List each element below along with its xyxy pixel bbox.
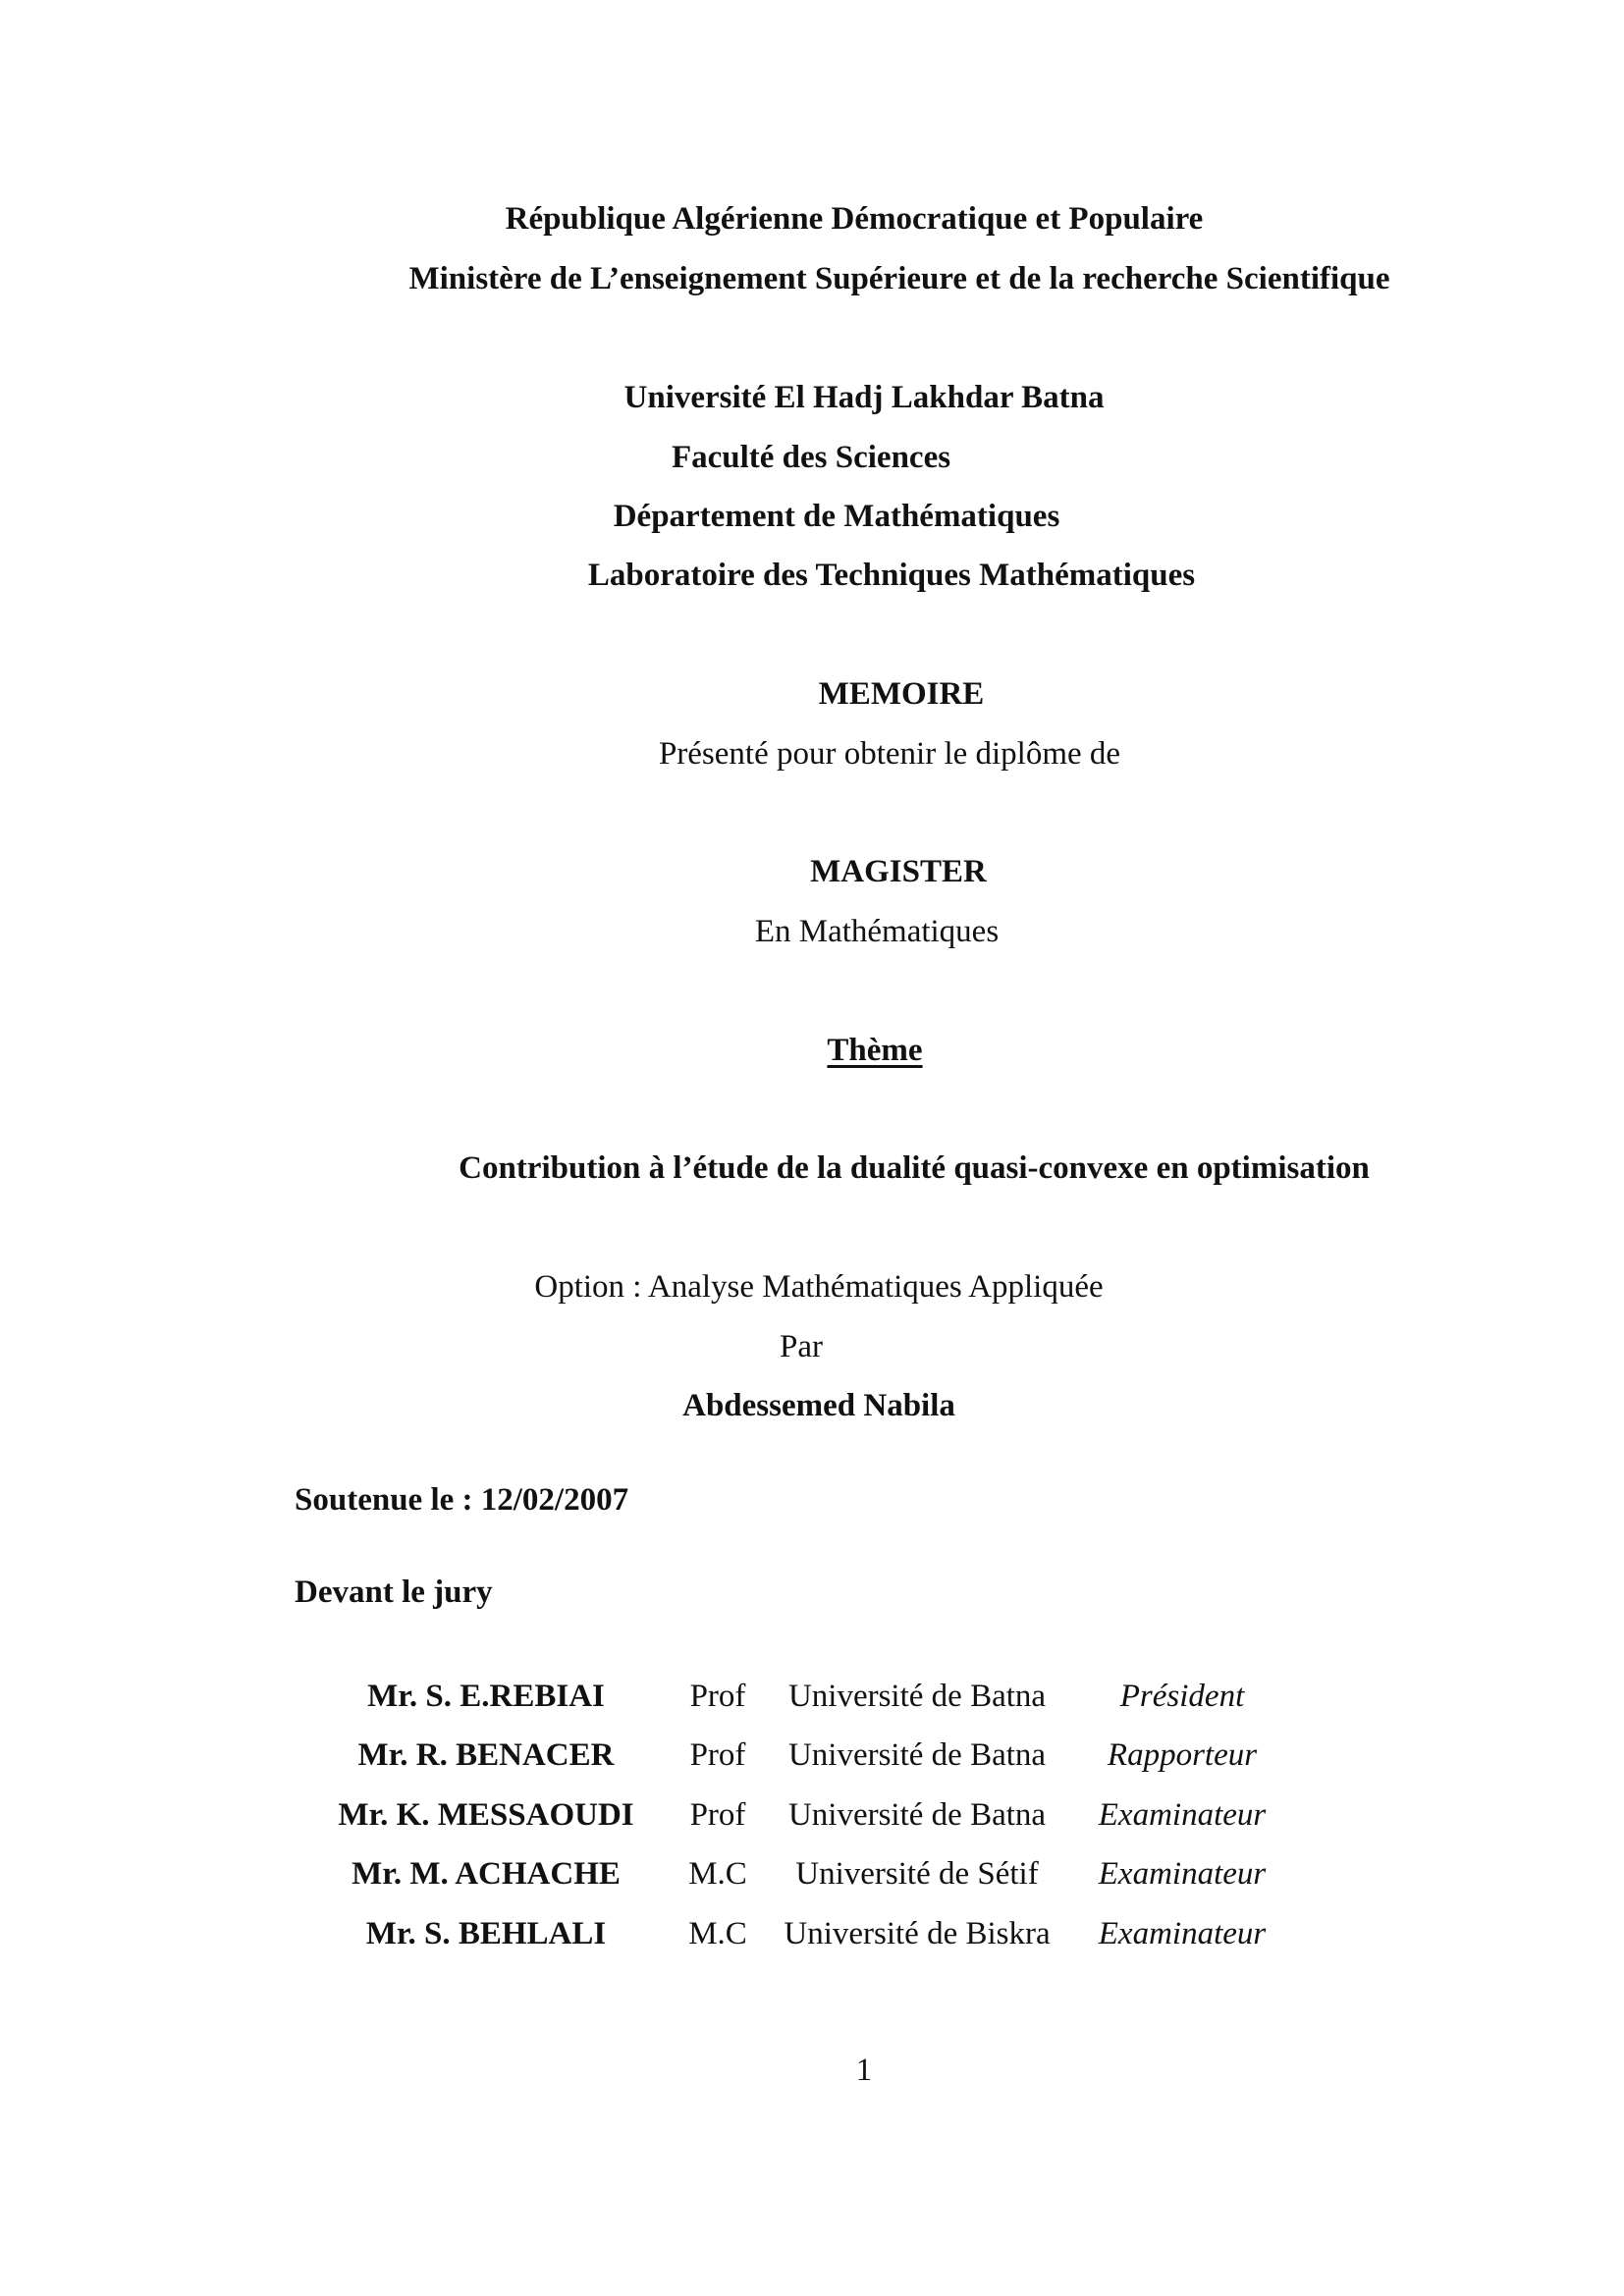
jury-member-name: Mr. R. BENACER — [357, 1737, 615, 1773]
jury-row — [0, 1854, 1624, 1894]
presented-line: Présenté pour obtenir le diplôme de — [658, 736, 1121, 772]
jury-member-university: Université de Batna — [787, 1737, 1047, 1773]
department-name: Département de Mathématiques — [613, 499, 1060, 534]
laboratory-name: Laboratoire des Techniques Mathématiques — [587, 558, 1196, 593]
jury-member-grade: Prof — [689, 1737, 746, 1773]
jury-member-role: Rapporteur — [1107, 1737, 1258, 1773]
page-number: 1 — [855, 2053, 873, 2088]
par-line: Par — [780, 1329, 823, 1364]
jury-heading: Devant le jury — [295, 1575, 493, 1610]
jury-member-role: Président — [1119, 1679, 1245, 1714]
option-line: Option : Analyse Mathématiques Appliquée — [534, 1269, 1104, 1305]
theme-label: Thème — [827, 1033, 923, 1068]
jury-member-university: Université de Batna — [787, 1679, 1047, 1714]
jury-member-name: Mr. M. ACHACHE — [352, 1856, 621, 1892]
university-name: Université El Hadj Lakhdar Batna — [623, 380, 1105, 415]
field-line: En Mathématiques — [754, 914, 1000, 949]
jury-member-name: Mr. S. BEHLALI — [365, 1916, 607, 1951]
faculty-name: Faculté des Sciences — [671, 440, 951, 475]
jury-member-grade: M.C — [688, 1916, 747, 1951]
jury-member-name: Mr. S. E.REBIAI — [367, 1679, 605, 1714]
ministry-heading: Ministère de L’enseignement Supérieure et de la recherche Scientifique — [408, 261, 1390, 296]
jury-row — [0, 1914, 1624, 1953]
jury-member-grade: Prof — [689, 1797, 746, 1833]
author-name: Abdessemed Nabila — [682, 1388, 955, 1423]
jury-row — [0, 1795, 1624, 1835]
jury-member-role: Examinateur — [1098, 1916, 1267, 1951]
jury-member-role: Examinateur — [1098, 1797, 1267, 1833]
jury-member-grade: Prof — [689, 1679, 746, 1714]
defense-date: Soutenue le : 12/02/2007 — [295, 1482, 629, 1518]
jury-member-role: Examinateur — [1098, 1856, 1267, 1892]
jury-member-university: Université de Biskra — [784, 1916, 1051, 1951]
jury-member-name: Mr. K. MESSAOUDI — [338, 1797, 634, 1833]
memoire-title: MEMOIRE — [818, 676, 985, 712]
jury-member-grade: M.C — [688, 1856, 747, 1892]
republic-heading: République Algérienne Démocratique et Populaire — [505, 201, 1204, 237]
jury-row — [0, 1735, 1624, 1775]
thesis-title: Contribution à l’étude de la dualité quasi-convexe en optimisation — [459, 1150, 1370, 1186]
jury-row — [0, 1677, 1624, 1716]
magister-title: MAGISTER — [810, 854, 987, 889]
jury-member-university: Université de Sétif — [795, 1856, 1039, 1892]
jury-member-university: Université de Batna — [787, 1797, 1047, 1833]
